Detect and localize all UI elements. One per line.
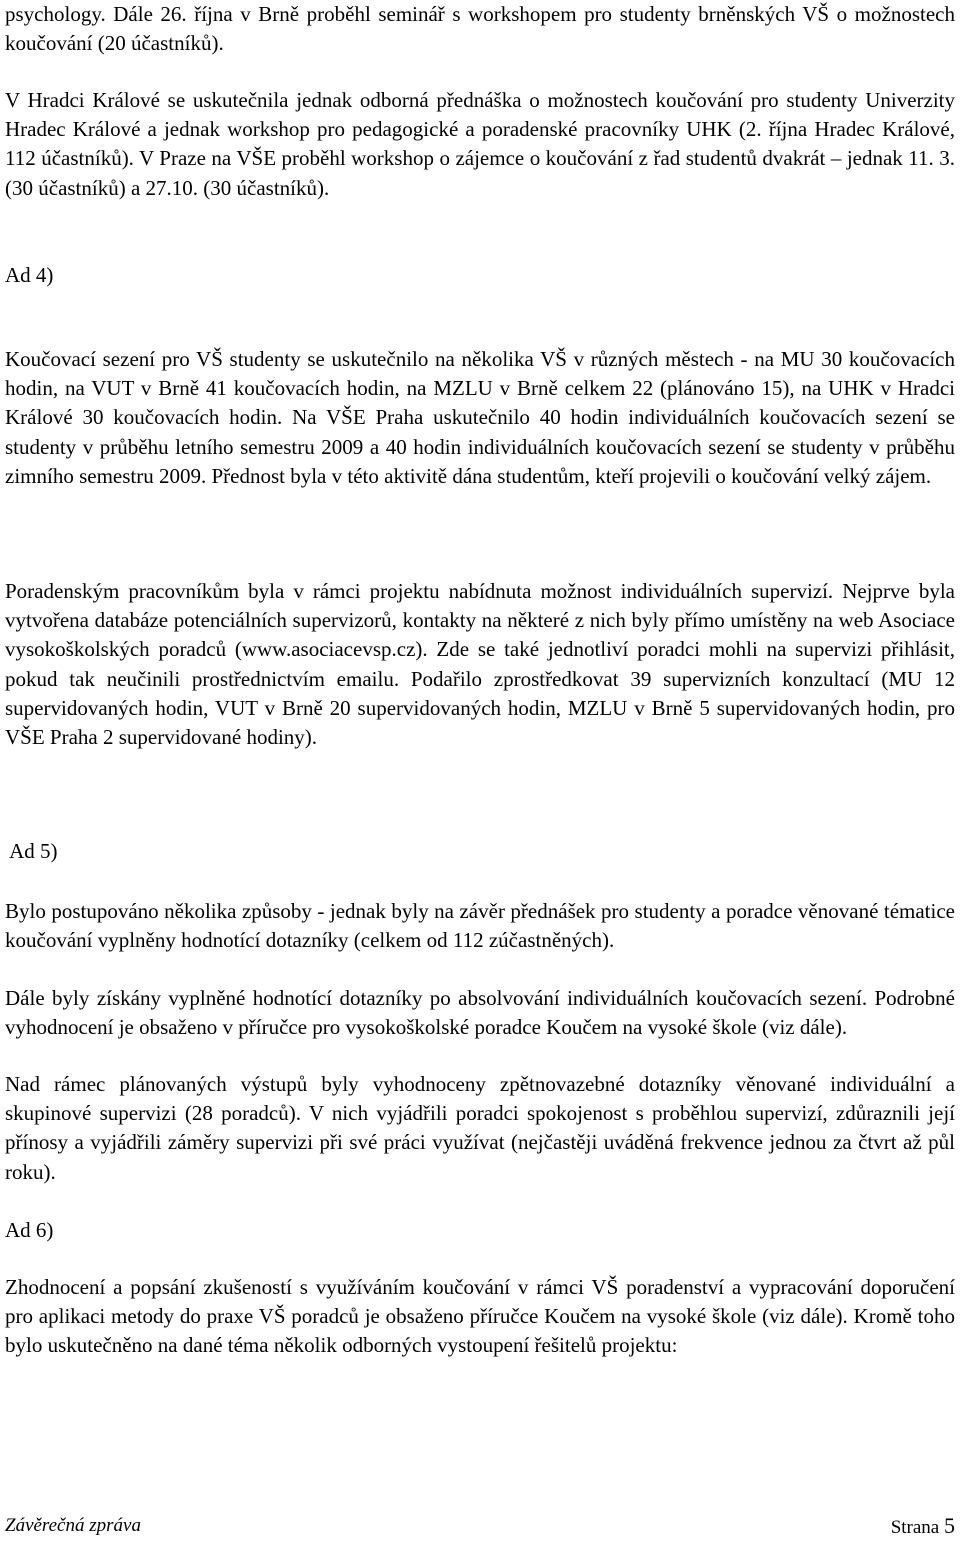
paragraph-supervision: Poradenským pracovníkům byla v rámci projektu nabídnuta možnost individuálních supervizí. Nejprve byla vytvořena databáze potenciálních supervizorů, kontakty na některé z nich byly přímo umístěny na web Asociace vysokoškolských poradců (www.asociacevsp.cz). Zde se také jednotliví poradci mohli na supervizi přihlásit, pokud tak neučinili prostřednictvím emailu. Podařilo zprostředkovat 39 supervizních konzultací (MU 12 supervidovaných hodin, VUT v Brně 20 supervidovaných hodin, MZLU v Brně 5 supervidovaných hodin, pro VŠE Praha 2 supervidované hodiny). [5, 579, 955, 750]
heading-ad-4: Ad 4) [5, 263, 54, 287]
paragraph-hradec-praha: V Hradci Králové se uskutečnila jednak odborná přednáška o možnostech koučování pro studenty Univerzity Hradec Králové a jednak workshop pro pedagogické a poradenské pracovníky UHK (2. října Hradec Králové, 112 účastníků). V Praze na VŠE proběhl workshop o zájemce o koučování z řad studentů dvakrát – jednak 11. 3. (30 účastníků) a 27.10. (30 účastníků). [5, 88, 955, 200]
paragraph-seminar-brno: psychology. Dále 26. října v Brně proběhl seminář s workshopem pro studenty brněnských VŠ o možnostech koučování (20 účastníků). [5, 2, 955, 56]
footer-document-title: Závěrečná zpráva [5, 1515, 141, 1536]
heading-ad-5: Ad 5) [5, 839, 58, 863]
paragraph-experience-summary: Zhodnocení a popsání zkušeností s využíváním koučování v rámci VŠ poradenství a vypracování doporučení pro aplikaci metody do praxe VŠ poradců je obsaženo příručce Koučem na vysoké škole (viz dále). Kromě toho bylo uskutečněno na dané téma několik odborných vystoupení řešitelů projektu: [5, 1275, 955, 1358]
footer-page-indicator [891, 1515, 955, 1539]
heading-ad-6: Ad 6) [5, 1218, 54, 1242]
paragraph-feedback-supervision: Nad rámec plánovaných výstupů byly vyhodnoceny zpětnovazebné dotazníky věnované individuální a skupinové supervizi (28 poradců). V nich vyjádřili poradci spokojenost s proběhlou supervizí, zdůraznili její přínosy a vyjádřili záměry supervizi při své práci využívat (nejčastěji uváděná frekvence jednou za čtvrt až půl roku). [5, 1072, 955, 1184]
footer-page-number: 5 [944, 1513, 955, 1538]
footer-page-label: Strana [890, 1517, 940, 1538]
paragraph-evaluation-methods: Bylo postupováno několika způsoby - jednak byly na závěr přednášek pro studenty a poradce věnované tématice koučování vyplněny hodnotící dotazníky (celkem od 112 zúčastněných). [5, 899, 955, 953]
paragraph-questionnaires: Dále byly získány vyplněné hodnotící dotazníky po absolvování individuálních koučovacích sezení. Podrobné vyhodnocení je obsaženo v příručce pro vysokoškolské poradce Koučem na vysoké škole (viz dále). [5, 986, 955, 1040]
paragraph-coaching-sessions: Koučovací sezení pro VŠ studenty se uskutečnilo na několika VŠ v různých městech - na MU 30 koučovacích hodin, na VUT v Brně 41 koučovacích hodin, na MZLU v Brně celkem 22 (plánováno 15), na UHK v Hradci Králové 30 koučovacích hodin. Na VŠE Praha uskutečnilo 40 hodin individuálních koučovacích sezení se studenty v průběhu letního semestru 2009 a 40 hodin individuálních koučovacích sezení se studenty v průběhu zimního semestru 2009. Přednost byla v této aktivitě dána studentům, kteří projevili o koučování velký zájem. [5, 347, 955, 488]
